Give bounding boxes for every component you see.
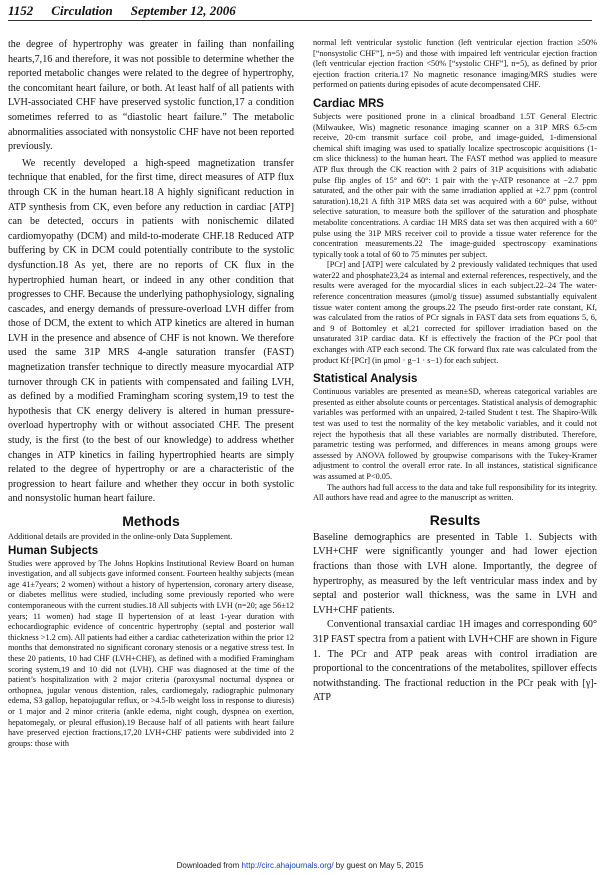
human-subjects-text: Studies were approved by The Johns Hopkins Institutional Review Board on human investigation, and all subjects gave informed consent. Fourteen healthy subjects (mean age 41±7years; 2 women) without a history of hypertension, coronary artery disease, or diabetes mellitus were studied, including some previously reported who were contemporaneous with the current studies.18 All subjects with LVH (n=20; age 56±12 years; 11 women) had stage II hypertension of at least 1-year duration with echocardiographic evidence of concentric hypertrophy (septal and posterior wall thickness >1.2 cm). All patients had either a cardiac catheterization within the prior 12 months that demonstrated no significant coronary stenosis or a negative stress test. In these 20 patients, 10 had CHF (LVH+CHF), as defined with a modified Framingham scoring system,19 and 10 did not (LVH). CHF was diagnosed at the time of the patient’s hospitalization with 2 major criteria (paroxysmal nocturnal dyspnea or orthopnea, jugular venous distention, rales, cardiomegaly, radiographic pulmonary edema, S3 gallop, hepatojugular reflux, or >4.5-lb weight loss in response to diuresis) or 1 major and 2 minor criteria (ankle edema, night cough, dyspnea on exertion, hepatomegaly, or pleural effusion).19 Because half of all patients with heart failure have preserved ejection fractions,17,20 LVH+CHF patients were subdivided into 2 groups: those with: [8, 558, 294, 748]
statistics-paragraph-1: Continuous variables are presented as mean±SD, whereas categorical variables are presented as either absolute counts or percentages. Statistical analysis of demographic variables was performed with an unpaired, 2-tailed Student t test. The Shapiro-Wilk test was used to test the normality of the key metabolic variables, and it could not reject the hypothesis that all these variables are normally distributed. Therefore, parametric testing was performed, and differences in means among groups were assessed by ANOVA followed by groupwise comparisons with the Tukey-Kramer adjustment to control the overall error rate. In all instances, statistical significance was assumed at P<0.05.: [313, 387, 597, 481]
human-subjects-heading: Human Subjects: [8, 544, 99, 557]
subjects-text-continued: normal left ventricular systolic function (left ventricular ejection fraction ≥50% [“nonsystolic CHF”], n=5) and those with impaired left ventricular ejection fraction (left ventricular ejection fraction <50% [“systolic CHF”], n=5), as defined by prior ejection fraction criteria.17 No magnetic resonance imaging/MRS studies were performed on patients during episodes of acute decompensated CHF.: [313, 38, 597, 90]
right-column: [313, 38, 597, 706]
download-footer: [0, 861, 600, 870]
journal-name: Circulation: [51, 3, 113, 18]
cardiac-mrs-heading: Cardiac MRS: [313, 97, 384, 110]
footer-prefix: Downloaded from: [176, 861, 242, 870]
intro-paragraph: We recently developed a high-speed magnetization transfer technique that enabled, for the first time, direct measures of ATP flux through CK in the human heart.18 A highly significant reduction in ATP synthesis from CK, even before any reduction in cardiac [ATP] can be detected, occurs in patients with nonischemic dilated cardiomyopathy (DCM) and mild-to-moderate CHF.18 Reduced ATP buffering by CK in DCM could potentially contribute to the systolic dysfunction.18 As yet, there are no reports of CK flux in the hypertrophied human heart, or indeed in any other condition that progresses to CHF. Because the underlying pathophysiology, signaling cascades, and energy demands of pressure-overload LVH differ from those of DCM, the extent to which ATP kinetics are altered in human LVH in the presence and absence of CHF is not known. We therefore used the same 31P MRS 4-angle saturation transfer (FAST) magnetization transfer technique to directly measure myocardial ATP turnover through CK in patients with compensated and failing LVH, as defined by a modified Framingham scoring system,19 to test the hypothesis that CK energy delivery is altered in human pressure-overload hypertrophy with or without associated CHF. The present study, is the first (to the best of our knowledge) to address whether changes in ATP kinetics in failing hypertrophied hearts are simply related to the degree of hypertrophy or are a characteristic of the progression to heart failure and whether they occur in both systolic and nonsystolic human heart failure.: [8, 157, 294, 505]
results-paragraph-2: Conventional transaxial cardiac 1H images and corresponding 60° 31P FAST spectra from a patient with LVH+CHF are shown in Figure 1. The PCr and ATP peak areas with control irradiation are proportional to the concentrations of the metabolites, spillover effects notwithstanding. The fractional reduction in the PCr peak with [γ]-ATP: [313, 619, 597, 704]
cardiac-mrs-paragraph-1: Subjects were positioned prone in a clinical broadband 1.5T General Electric (Milwaukee, Wis) magnetic resonance imaging scanner on a 31P MRS 6.5-cm receive, 20-cm transmit surface coil probe, and image-guided, 1-dimensional chemical shift imaging was used to spatially localize spectroscopic acquisitions (1-cm slice thickness) to the human heart. The FAST method was applied to measure ATP flux through the CK reaction with 2 pairs of 31P acquisitions with adiabatic pulse flip angles of 15° and 60°: 1 pair with the γ-ATP resonance at −2.7 ppm saturated, and the other pair with the same irradiation applied at +2.7 ppm (control saturation).18,21 A fifth 31P MRS data set was acquired with a 60° pulse, without selective saturation, to measure both the spillover of the saturation and phosphate metabolite concentrations. A cardiac 1H MRS data set was then acquired with a 60° pulse using the 31P MRS receiver coil to provide a tissue water reference for the concentration measurements.22 The image-guided spectroscopy examinations typically took a total of 60 to 75 minutes per subject.: [313, 111, 597, 259]
methods-note: Additional details are provided in the online-only Data Supplement.: [8, 532, 233, 541]
footer-link[interactable]: http://circ.ahajournals.org/: [241, 861, 334, 870]
page-number: 1152: [8, 3, 34, 18]
issue-date: September 12, 2006: [130, 3, 236, 18]
statistical-analysis-heading: Statistical Analysis: [313, 373, 418, 386]
methods-heading: Methods: [122, 513, 180, 529]
results-heading: Results: [429, 511, 481, 528]
cardiac-mrs-paragraph-2: [PCr] and [ATP] were calculated by 2 previously validated techniques that used water22 and phosphate23,24 as internal and external references, respectively, and the results were averaged for the myocardial slices in each subject.22–24 The water-reference concentration measures (μmol/g tissue) assumed substantially equivalent tissue water content among the groups.22 The pseudo first-order rate constant, Kf, was calculated from the ratios of PCr signals in FAST data sets from equations 5, 6, and 9 of Bottomley et al,21 corrected for spillover irradiation based on the unsaturated 31P cardiac data. Kf is effectively the fraction of the PCr pool that exchanges with ATP each second. The CK forward flux rate was calculated from the product Kf·[PCr] (in μmol · g−1 · s−1) for each subject.: [313, 260, 597, 365]
results-paragraph-1: Baseline demographics are presented in Table 1. Subjects with LVH+CHF were significantly younger and had lower ejection fractions than those with LVH alone. Importantly, the degree of hypertrophy, as measured by the left ventricular mass index and by septal and posterior wall thickness, was the same in LVH and LVH+CHF patients.: [313, 531, 597, 616]
left-column: [8, 38, 294, 749]
footer-suffix: by guest on May 5, 2015: [333, 861, 424, 870]
intro-paragraph-continued: the degree of hypertrophy was greater in failing than nonfailing hearts,7,16 and therefore, it was not possible to determine whether the reported metabolic changes were related to the degree of hypertrophy, the concomitant heart failure, or both. At least half of all patients with LVH-associated CHF have preserved systolic function,17 a condition sometimes referred to as “diastolic heart failure.” The metabolic abnormalities associated with nonsystolic CHF have not been reported previously.: [8, 39, 294, 153]
statistics-paragraph-2: The authors had full access to the data and take full responsibility for its integrity. All authors have read and agree to the manuscript as written.: [313, 482, 597, 503]
running-header: [8, 3, 592, 21]
